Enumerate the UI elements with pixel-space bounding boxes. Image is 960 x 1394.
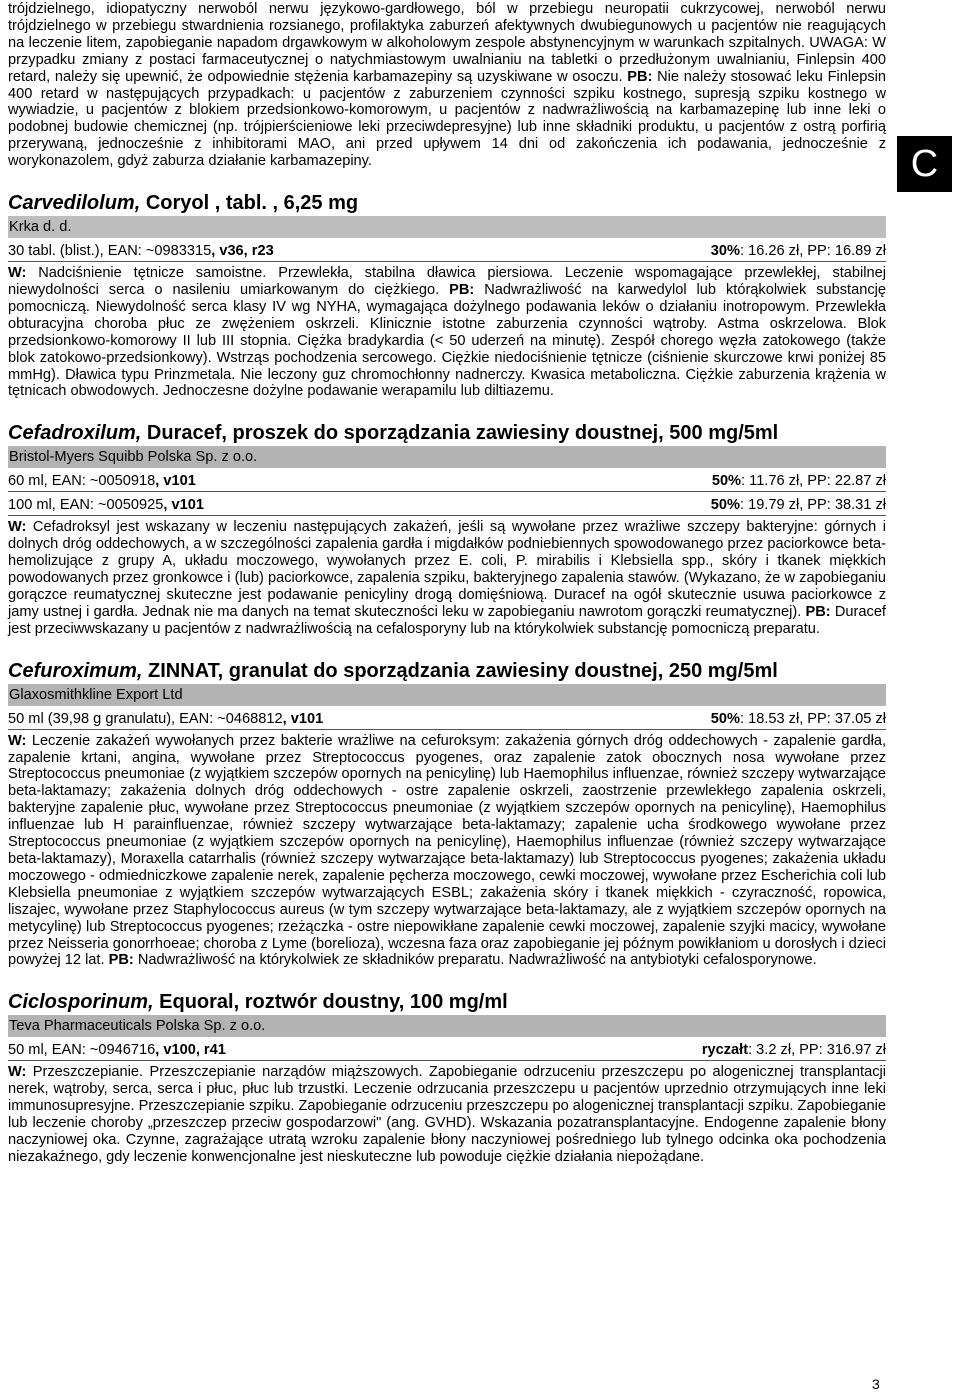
drug-entry-cefadroxilum: [8, 420, 886, 637]
w-label: W:: [8, 732, 27, 749]
section-letter-tab: C: [897, 136, 952, 192]
pack-price: [711, 708, 886, 729]
pack-row: [8, 240, 886, 262]
pack-bold: , v101: [155, 473, 196, 490]
drug-entry-ciclosporinum: [8, 989, 886, 1165]
manufacturer-bar: Bristol-Myers Squibb Polska Sp. z o.o.: [8, 446, 886, 468]
w-text: Cefadroksyl jest wskazany w leczeniu następujących zakażeń, jeśli są wywołane przez wrażliwe szczepy bakteryjne: górnych i dolnych dróg oddechowych, a w szczególności zapalenia gardła i migdałków podniebiennych spowodowanego przez paciorkowce beta-hemolizujące z grupy A, układu moczowego, wywołanych przez E. coli, P. mirabilis i Klebsiella spp., skóry i tkanek miękkich powodowanych przez gronkowce i (lub) paciorkowce, zapalenia szpiku, bakteryjnego zapalenia stawów. (Wykazano, że w zapobieganiu gorączce reumatycznej skuteczne jest podawanie penicyliny drogą domięśniową. Duracef na ogół skutecznie usuwa paciorkowce z jamy ustnej i gardła. Jednak nie ma danych na temat skuteczności leku w zapobieganiu nawrotom gorączki reumatycznej).: [8, 519, 886, 620]
refund-text: : 11.76 zł, PP: 22.87 zł: [741, 473, 886, 490]
pack-row: [8, 494, 886, 516]
drug-inn: Cefuroximum,: [8, 659, 143, 682]
drug-description: [8, 733, 886, 970]
refund-label: 30%: [710, 243, 740, 260]
w-label: W:: [8, 1064, 27, 1081]
pack-row: [8, 470, 886, 492]
intro-pb-text: Nie należy stosować leku Finlepsin 400 retard w następujących przypadkach: u pacjentów z zaburzeniem czynności szpiku kostnego, supresją szpiku kostnego w wywiadzie, u pacjentów z blokiem przedsionkowo-komorowym, u pacjentów z nadwrażliwością na karbamazepinę lub inne leki o podobnej budowie chemicznej (np. trójpierścieniowe leki przeciwdepresyjne) lub inne składniki produktu, u pacjentów z ostrą porfirią przerywaną, jednocześnie z inhibitorami MAO, ani przed upływem 14 dni od zakończenia ich podawania, jednocześnie z worykonazolem, gdyż zaburza działanie karbamazepiny.: [8, 68, 886, 170]
pack-price: [702, 1039, 886, 1060]
refund-text: : 16.26 zł, PP: 16.89 zł: [739, 243, 886, 260]
pb-label: PB:: [449, 281, 475, 298]
intro-text: trójdzielnego, idiopatyczny nerwoból nerwu językowo-gardłowego, ból w przebiegu neuropatii cukrzycowej, nerwoból nerwu trójdzielnego w przebiegu stwardnienia rozsianego, profilaktyka zaburzeń afektywnych dwubiegunowych u pacjentów nie reagujących na leczenie litem, zapobieganie napadom drgawkowym w alkoholowym zespole abstynencyjnym w warunkach szpitalnych. UWAGA: W przypadku zmiany z postaci farmaceutycznej o natychmiastowym uwalnianiu na tabletki o przedłużonym uwalnianiu, Finlepsin 400 retard, należy się upewnić, że odpowiednie stężenia karbamazepiny są uzyskiwane w osoczu.: [8, 1, 886, 85]
w-label: W:: [8, 519, 27, 536]
pack-bold: , v101: [163, 497, 204, 514]
refund-label: 50%: [710, 710, 740, 727]
refund-label: ryczałt: [701, 1042, 749, 1059]
pack-description: [8, 1039, 226, 1060]
pb-text: Duracef jest przeciwwskazany u pacjentów z nadwrażliwością na cefalosporyny lub na którykolwiek substancję pomocniczą preparatu.: [8, 603, 886, 637]
pack-bold: , v100, r41: [155, 1042, 226, 1059]
drug-entry-carvedilolum: [8, 190, 886, 400]
pack-bold: , v101: [282, 710, 324, 727]
refund-label: 50%: [711, 473, 742, 490]
pack-row: [8, 1039, 886, 1061]
w-text: Przeszczepianie. Przeszczepianie narządów miąższowych. Zapobieganie odrzuceniu przeszczepu po alogenicznej transplantacji nerek, wątroby, serca, serca i płuc, płuc lub trzustki. Leczenie odrzucania przeszczepu u pacjentów uprzednio otrzymujących inne leki immunosupresyjne. Przeszczepianie szpiku. Zapobieganie odrzuceniu przeszczepu po alogenicznej transplantacji szpiku. Zapobieganie lub leczenie choroby „przeszczep przeciw gospodarzowi" (ang. GVHD). Wskazania pozatransplantacyjne. Endogenne zapalenie błony naczyniowej oka. Czynne, zagrażające utratą wzroku zapalenie błony naczyniowej pośredniego lub tylnego odcinka oka pochodzenia niezakaźnego, gdy leczenie konwencjonalne jest nieskuteczne lub powoduje ciężkie działania niepożądane.: [8, 1064, 886, 1165]
refund-text: : 3.2 zł, PP: 316.97 zł: [748, 1042, 886, 1059]
pack-plain: 50 ml, EAN: ~0946716: [8, 1042, 156, 1059]
pack-bold: , v36, r23: [211, 243, 274, 260]
drug-brand: Equoral, roztwór doustny, 100 mg/ml: [159, 991, 508, 1014]
intro-pb-label: PB:: [627, 68, 653, 85]
drug-title: [8, 190, 886, 216]
drug-brand: ZINNAT, granulat do sporządzania zawiesiny doustnej, 250 mg/5ml: [148, 659, 778, 682]
document-page: [8, 0, 886, 1166]
drug-brand: Duracef, proszek do sporządzania zawiesiny doustnej, 500 mg/5ml: [146, 422, 779, 445]
w-label: W:: [8, 265, 27, 282]
pack-description: [8, 708, 323, 729]
drug-inn: Cefadroxilum,: [8, 422, 142, 445]
drug-description: [8, 1064, 886, 1165]
pb-text: Nadwrażliwość na karwedylol lub którąkolwiek substancję pomocniczą. Niewydolność serca klasy IV wg NYHA, wymagająca dożylnego podawania leków o działaniu inotropowym. Przewlekła obturacyjna choroba płuc ze zwężeniem oskrzeli. Klinicznie istotne zaburzenia czynności wątroby. Astma oskrzelowa. Blok przedsionkowo-komorowy II lub III stopnia. Ciężka bradykardia (< 50 uderzeń na minutę). Zespół chorego węzła zatokowego (także blok zatokowo-przedsionkowy). Wstrząs pochodzenia sercowego. Ciężkie niedociśnienie tętnicze (ciśnienie skurczowe krwi poniżej 85 mmHg). Dławica typu Prinzmetala. Nie leczony guz chromochłonny nadnerczy. Kwasica metaboliczna. Ciężkie zaburzenia krążenia w tętnicach obwodowych. Jednoczesne dożylne podawanie werapamilu lub diltiazemu.: [8, 281, 886, 400]
refund-label: 50%: [710, 497, 740, 514]
drug-inn: Carvedilolum,: [8, 192, 141, 215]
drug-entry-cefuroximum: [8, 658, 886, 970]
intro-paragraph: [8, 1, 886, 170]
pack-description: [8, 470, 196, 491]
drug-brand: Coryol , tabl. , 6,25 mg: [145, 192, 359, 215]
pb-text: Nadwrażliwość na którykolwiek ze składników preparatu. Nadwrażliwość na antybiotyki cefalosporynowe.: [137, 952, 817, 969]
pack-plain: 50 ml (39,98 g granulatu), EAN: ~0468812: [8, 710, 283, 727]
pack-description: [8, 494, 204, 515]
pack-price: [711, 240, 886, 261]
pack-price: [711, 494, 886, 515]
refund-text: : 19.79 zł, PP: 38.31 zł: [739, 497, 886, 514]
w-text: Leczenie zakażeń wywołanych przez bakterie wrażliwe na cefuroksym: zakażenia górnych dróg oddechowych - zapalenie gardła, zapalenie krtani, angina, wywołane przez Streptococcus pyogenes, oraz zapalenie zatok obocznych nosa wywołane przez Streptococcus pneumoniae (z wyjątkiem szczepów opornych na penicylinę) lub Haemophilus influenzae, również szczepy wytwarzające beta-laktamazy; zakażenia dolnych dróg oddechowych - ostre zapalenie oskrzeli, zaostrzenie przewlekłego zapalenia oskrzeli, bakteryjne zapalenie płuc, wywołane przez Streptococcus pneumoniae (z wyjątkiem szczepów opornych na penicylinę), Haemophilus influenzae lub H parainfluenzae, również szczepy wytwarzające beta-laktamazy; zapalenie ucha środkowego wywołane przez Streptococcus pneumoniae (z wyjątkiem szczepów opornych na penicylinę), Haemophilus influenzae (również szczepy wytwarzające beta-laktamazy), Moraxella catarrhalis (również szczepy wytwarzające beta-laktamazy) lub Streptococcus pyogenes; zakażenia układu moczowego - odmiedniczkowe zapalenie nerek, zapalenie pęcherza moczowego, cewki moczowej, wywołane przez Escherichia coli lub Klebsiella pneumoniae z wyjątkiem szczepów wytwarzających ESBL; zakażenia skóry i tkanek miękkich - czyraczność, ropowica, liszajec, wywołane przez Staphylococcus aureus (w tym szczepy wytwarzające beta-laktamazy, ale z wyjątkiem szczepów opornych na metycylinę) lub Streptococcus pyogenes; rzeżączka - ostre niepowikłane zapalenie cewki moczowej, zapalenie szyjki macicy, wywołane przez Neisseria gonorrhoeae; choroba z Lyme (borelioza), wczesna faza oraz zapobieganie jej późnym powikłaniom u dorosłych i dzieci powyżej 12 lat.: [8, 732, 886, 969]
manufacturer-bar: Glaxosmithkline Export Ltd: [8, 684, 886, 706]
pack-price: [712, 470, 886, 491]
manufacturer-bar: Krka d. d.: [8, 216, 886, 238]
drug-title: [8, 420, 886, 446]
pack-plain: 60 ml, EAN: ~0050918: [8, 473, 156, 490]
refund-text: : 18.53 zł, PP: 37.05 zł: [739, 710, 886, 727]
page-number: 3: [872, 1376, 880, 1392]
drug-title: [8, 989, 886, 1015]
drug-inn: Ciclosporinum,: [8, 991, 154, 1014]
pb-label: PB:: [108, 952, 134, 969]
pack-description: [8, 240, 274, 261]
w-text: Nadciśnienie tętnicze samoistne. Przewlekła, stabilna dławica piersiowa. Leczenie wspomagające przewlekłej, stabilnej niewydolności serca o nasileniu umiarkowanym do ciężkiego.: [8, 265, 886, 298]
pack-plain: 100 ml, EAN: ~0050925: [8, 497, 164, 514]
drug-title: [8, 658, 886, 684]
drug-description: [8, 519, 886, 637]
pack-plain: 30 tabl. (blist.), EAN: ~0983315: [8, 243, 212, 260]
drug-description: [8, 265, 886, 400]
pack-row: [8, 708, 886, 730]
pb-label: PB:: [805, 603, 831, 620]
manufacturer-bar: Teva Pharmaceuticals Polska Sp. z o.o.: [8, 1015, 886, 1037]
